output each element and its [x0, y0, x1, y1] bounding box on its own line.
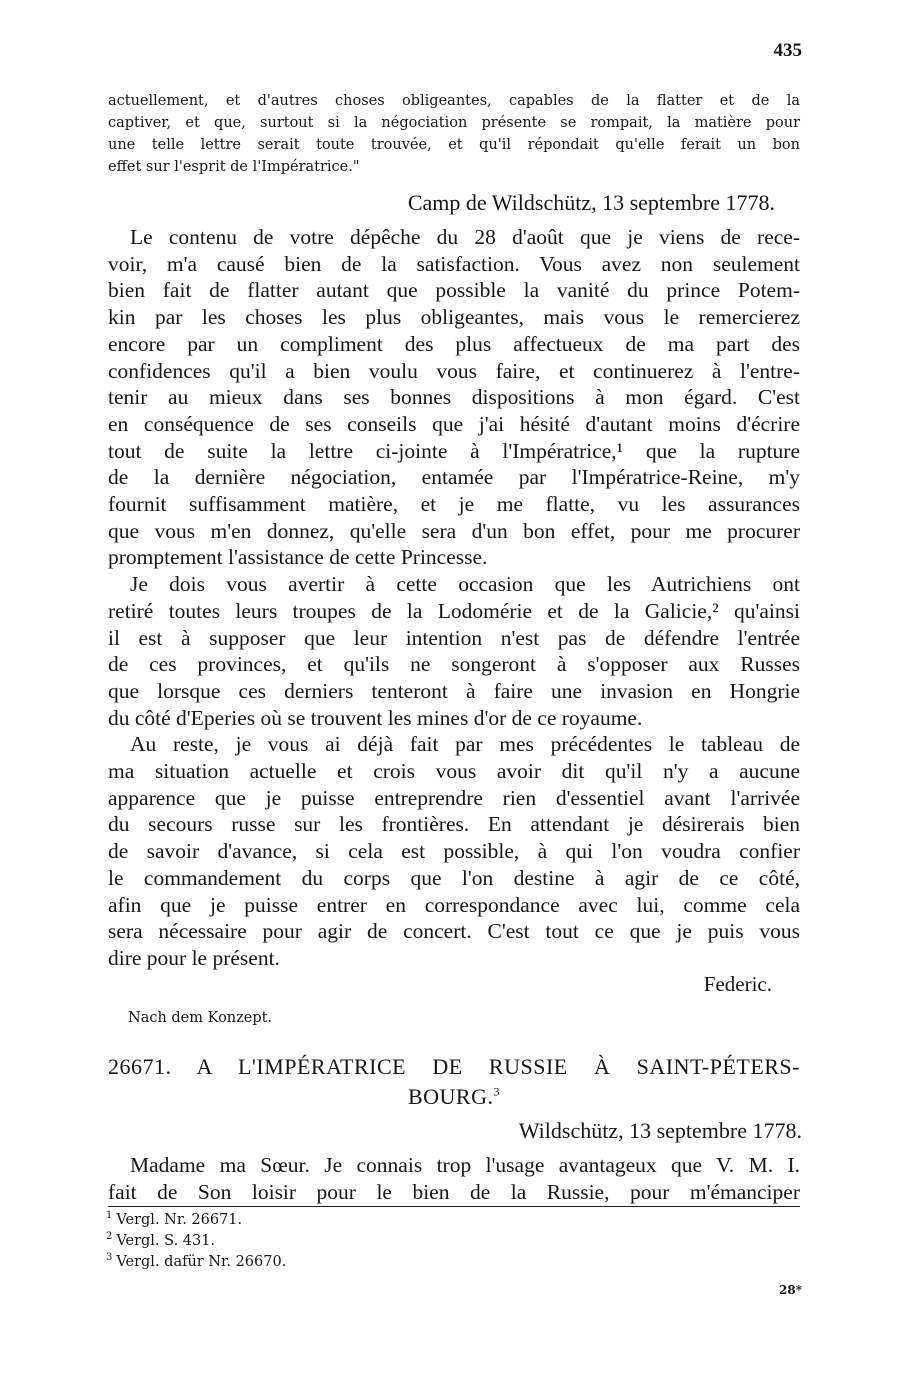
text-line: il est à supposer que leur intention n'est pas de défendre l'entrée — [108, 625, 800, 650]
footnote-2 — [106, 1231, 286, 1252]
footnote-divider — [108, 1206, 800, 1207]
footnote-mark: 1 — [106, 1210, 113, 1222]
quote-line: effet sur l'esprit de l'Impératrice." — [108, 159, 360, 175]
footnote-mark: 2 — [106, 1231, 113, 1243]
paragraph-1 — [108, 224, 800, 571]
heading-line-2 — [108, 1082, 800, 1112]
quote-line: captiver, et que, surtout si la négociation présente se rompait, la matière pour — [108, 115, 800, 131]
text-line: Madame ma Sœur. Je connais trop l'usage avantageux que V. M. I. — [130, 1153, 800, 1177]
text-line: ma situation actuelle et crois vous avoir dit qu'il n'y a aucune — [108, 759, 800, 784]
text-line: retiré toutes leurs troupes de la Lodomérie et de la Galicie,² qu'ainsi — [108, 598, 800, 623]
text-line: voir, m'a causé bien de la satisfaction. Vous avez non seulement — [108, 251, 800, 276]
text-line: du secours russe sur les frontières. En attendant je désirerais bien — [108, 812, 800, 837]
footnote-1 — [106, 1210, 286, 1231]
text-line: de savoir d'avance, si cela est possible, à qui l'on voudra confier — [108, 839, 800, 864]
text-line: tenir au mieux dans ses bonnes dispositions à mon égard. C'est — [108, 385, 800, 410]
text-line: kin par les choses les plus obligeantes, mais vous le remercierez — [108, 305, 800, 330]
text-line: que lorsque ces derniers tenteront à faire une invasion en Hongrie — [108, 678, 800, 703]
letter-heading — [108, 1052, 800, 1112]
text-line: afin que je puisse entrer en correspondance avec lui, comme cela — [108, 892, 800, 917]
printer-signature-mark: 28* — [779, 1283, 802, 1297]
text-line: du côté d'Eperies où se trouvent les mines d'or de ce royaume. — [108, 705, 643, 730]
quote-line: actuellement, et d'autres choses obligeantes, capables de la flatter et de la — [108, 93, 800, 109]
signature-federic: Federic. — [703, 972, 772, 996]
footnote-mark: 3 — [106, 1252, 113, 1264]
paragraph-2 — [108, 571, 800, 731]
footnote-ref-3: 3 — [493, 1084, 500, 1099]
text-line: tout de suite la lettre ci-jointe à l'Impératrice,¹ que la rupture — [108, 438, 800, 463]
footnote-text: Vergl. S. 431. — [116, 1233, 216, 1249]
letter-body — [108, 224, 800, 972]
text-line: encore par un compliment des plus affectueux de ma part des — [108, 331, 800, 356]
text-line: Je dois vous avertir à cette occasion que les Autrichiens ont — [130, 572, 800, 597]
text-line: dire pour le présent. — [108, 945, 280, 970]
source-note: Nach dem Konzept. — [128, 1010, 273, 1026]
footnote-text: Vergl. dafür Nr. 26670. — [116, 1254, 287, 1270]
text-line: fournit suffisamment matière, et je me flatte, vu les assurances — [108, 492, 800, 517]
paragraph-3 — [108, 731, 800, 971]
quoted-report — [108, 90, 800, 178]
text-line: confidences qu'il a bien voulu vous faire, et continuerez à l'entre- — [108, 358, 800, 383]
page-number: 435 — [773, 40, 802, 61]
dateline-wildschutz: Wildschütz, 13 septembre 1778. — [518, 1118, 802, 1143]
text-line: fait de Son loisir pour le bien de la Russie, pour m'émanciper — [108, 1179, 800, 1204]
text-line: apparence que je puisse entreprendre rien d'essentiel avant l'arrivée — [108, 785, 800, 810]
text-line: Au reste, je vous ai déjà fait par mes précédentes le tableau de — [130, 732, 800, 757]
text-line: promptement l'assistance de cette Princesse. — [108, 545, 488, 570]
text-line: que vous m'en donnez, qu'elle sera d'un bon effet, pour me procurer — [108, 518, 800, 543]
footnotes — [106, 1210, 286, 1273]
text-line: de la dernière négociation, entamée par l'Impératrice-Reine, m'y — [108, 465, 800, 490]
text-line: le commandement du corps que l'on destine à agir de ce côté, — [108, 865, 800, 890]
heading-line-1: 26671. A L'IMPÉRATRICE DE RUSSIE À SAINT-PÉTERS- — [108, 1054, 800, 1079]
text-line: Le contenu de votre dépêche du 28 d'août que je viens de rece- — [130, 225, 800, 249]
footnote-3 — [106, 1252, 286, 1273]
text-line: de ces provinces, et qu'ils ne songeront à s'opposer aux Russes — [108, 652, 800, 677]
text-line: bien fait de flatter autant que possible la vanité du prince Potem- — [108, 278, 800, 303]
dateline-camp-wildschutz: Camp de Wildschütz, 13 septembre 1778. — [407, 190, 775, 215]
text-line: en conséquence de ses conseils que j'ai hésité d'autant moins d'écrire — [108, 411, 800, 436]
letter-2-body — [108, 1152, 800, 1205]
quote-line: une telle lettre serait toute trouvée, et qu'il répondait qu'elle ferait un bon — [108, 137, 800, 153]
footnote-text: Vergl. Nr. 26671. — [116, 1212, 243, 1228]
text-line: sera nécessaire pour agir de concert. C'est tout ce que je puis vous — [108, 919, 800, 944]
heading-line-2-text: BOURG. — [407, 1084, 494, 1109]
